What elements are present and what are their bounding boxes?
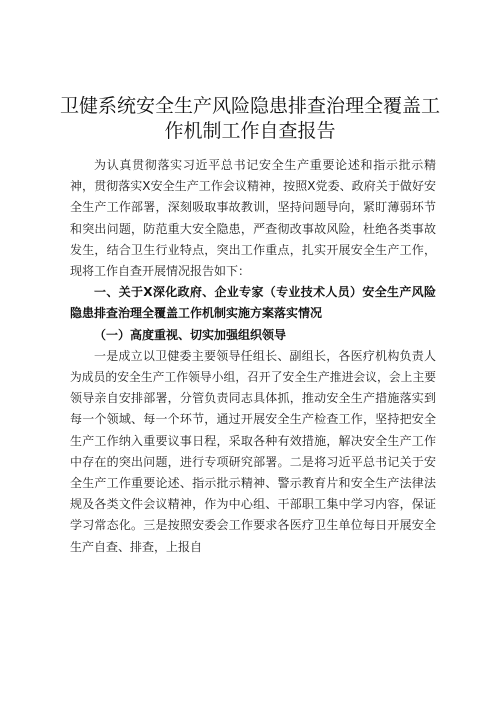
body-line: 中存在的突出问题，进行专项研究部署。二是将习近平总书记关于安 (70, 454, 436, 469)
section-heading: 隐患排查治理全覆盖工作机制实施方案落实情况 (70, 306, 323, 321)
body-line: 领导亲自安排部署，分管负责同志具体抓，推动安全生产措施落实到 (70, 391, 436, 406)
subsection-heading: （一）高度重视、切实加强组织领导 (94, 327, 287, 342)
body-line: 和突出问题，防范重大安全隐患，严查彻改事故风险，杜绝各类事故 (70, 221, 436, 236)
body-line: 学习常态化。三是按照安委会工作要求各医疗卫生单位每日开展安全 (70, 518, 436, 533)
body-line: 现将工作自查开展情况报告如下： (70, 264, 251, 279)
title-line: 卫健系统安全生产风险隐患排查治理全覆盖工 (59, 95, 440, 117)
body-line: 为成员的安全生产工作领导小组，召开了安全生产推进会议，会上主要 (70, 370, 436, 385)
section-heading: 一、关于X深化政府、企业专家（专业技术人员）安全生产风险 (94, 285, 436, 300)
body-line: 生产工作纳入重要议事日程，采取各种有效措施，解决安全生产工作 (70, 433, 436, 448)
body-line: 神，贯彻落实X安全生产工作会议精神，按照X党委、政府关于做好安 (70, 179, 436, 194)
title-line: 作机制工作自查报告 (164, 120, 336, 142)
body-line: 全生产工作重要论述、指示批示精神、警示教育片和安全生产法律法 (70, 476, 436, 491)
document-title (40, 94, 460, 144)
body-line: 发生，结合卫生行业特点，突出工作重点，扎实开展安全生产工作， (70, 242, 436, 257)
body-line: 全生产工作部署，深刻吸取事故教训，坚持问题导向，紧盯薄弱环节 (70, 200, 436, 215)
body-line: 每一个领域、每一个环节，通过开展安全生产检查工作，坚持把安全 (70, 412, 436, 427)
body-line: 一是成立以卫健委主要领导任组长、副组长，各医疗机构负责人 (94, 348, 436, 363)
body-line: 规及各类文件会议精神，作为中心组、干部职工集中学习内容，保证 (70, 497, 436, 512)
document-body (70, 155, 436, 558)
body-line: 为认真贯彻落实习近平总书记安全生产重要论述和指示批示精 (94, 158, 436, 172)
body-line: 生产自查、排查，上报自 (70, 539, 203, 554)
